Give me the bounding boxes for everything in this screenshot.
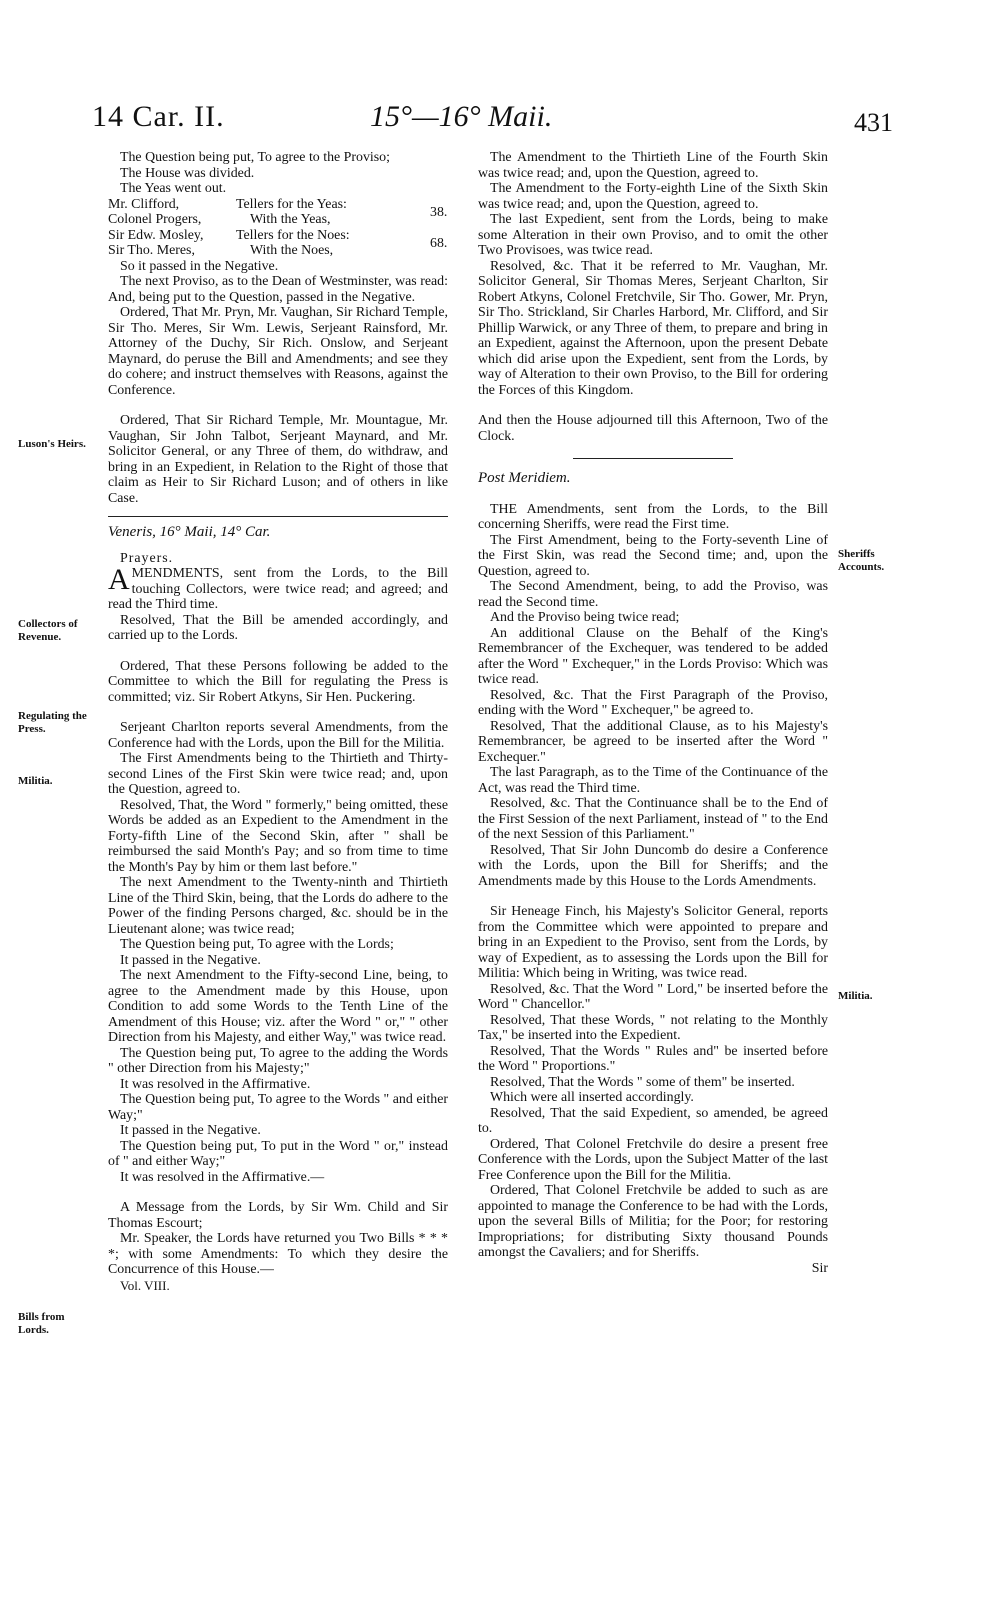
paragraph: Resolved, That the additional Clause, as to his Majesty's Remembrancer, be agreed to be inserted after the Word " Exchequer." xyxy=(478,718,828,765)
paragraph: The Question being put, To agree to the Proviso; xyxy=(120,150,390,165)
paragraph: It was resolved in the Affirmative.— xyxy=(120,1169,325,1185)
teller-label: Tellers for the Noes: xyxy=(236,227,350,243)
margin-note-lusons-heirs: Luson's Heirs. xyxy=(18,438,86,450)
teller-label: With the Noes, xyxy=(250,243,334,258)
paragraph: Resolved, &c. That the Word " Lord," be inserted before the Word " Chancellor." xyxy=(478,981,828,1012)
paragraph: The last Paragraph, as to the Time of the Continuance of the Act, was read the Third time. xyxy=(478,765,828,796)
paragraph: Ordered, That Mr. Pryn, Mr. Vaughan, Sir Richard Temple, Sir Tho. Meres, Sir Wm. Lewis, Serjeant Rainsford, Mr. Attorney of the Duchy, Sir Rich. Onslow, and Serjeant Maynard, do peruse the Bill and Amendments; and see they do cohere; and instruct themselves with Reasons, against the Conference. xyxy=(108,305,448,398)
teller-label: Tellers for the Yeas: xyxy=(236,196,347,212)
adjournment-note: And then the House adjourned till this Afternoon, Two of the Clock. xyxy=(478,413,828,444)
divider xyxy=(573,458,733,459)
teller-label: With the Yeas, xyxy=(250,212,331,227)
paragraph: An additional Clause on the Behalf of the King's Remembrancer of the Exchequer, was tendered to be added after the Word " Exchequer," in the Lords Proviso: Which was twice read. xyxy=(478,625,828,687)
teller-name: Mr. Clifford, xyxy=(108,196,180,212)
page-header xyxy=(92,100,962,140)
paragraph: Ordered, That Colonel Fretchvile be added to such as are appointed to manage the Conference to be had with the Lords, upon the several Bills of Militia; for the Poor; for restoring Impropriations; for distributing Sixty thousand Pounds amongst the Cavaliers; and for Sheriffs. xyxy=(478,1183,828,1260)
paragraph: It passed in the Negative. xyxy=(120,952,261,968)
paragraph: Resolved, That, the Word " formerly," being omitted, these Words be added as an Expedient to the Amendment in the Forty-fifth Line of the Second Skin, after " shall be reimbursed the said Month's Pay; and so from time to time the Month's Pay by him or them last before." xyxy=(108,797,448,875)
paragraph: The Question being put, To agree to the adding the Words " other Direction from his Majesty;" xyxy=(108,1045,448,1076)
paragraph: The House was divided. xyxy=(120,165,255,181)
paragraph: The next Proviso, as to the Dean of Westminster, was read: And, being put to the Question, passed in the Negative. xyxy=(108,274,448,305)
paragraph: Ordered, That these Persons following be added to the Committee to which the Bill for regulating the Press is committed; viz. Sir Robert Atkyns, Sir Hen. Puckering. xyxy=(108,658,448,705)
paragraph: Resolved, That these Words, " not relating to the Monthly Tax," be inserted into the Expedient. xyxy=(478,1012,828,1043)
paragraph: Resolved, That the said Expedient, so amended, be agreed to. xyxy=(478,1105,828,1136)
margin-note-collectors: Collectors of Revenue. xyxy=(18,618,78,643)
paragraph: Resolved, &c. That the Continuance shall be to the End of the First Session of the next Parliament, instead of " to the End of the next Session of this Parliament." xyxy=(478,796,828,842)
paragraph: The Question being put, To agree with the Lords; xyxy=(120,937,394,952)
right-column xyxy=(478,150,828,1276)
teller-name: Sir Edw. Mosley, xyxy=(108,227,204,243)
paragraph-text: MENDMENTS, sent from the Lords, to the Bill touching Collectors, were twice read; and agreed; and read the Third time. xyxy=(108,566,448,612)
paragraph: Ordered, That Sir Richard Temple, Mr. Mountague, Mr. Vaughan, Sir John Talbot, Serjeant Maynard, and Mr. Solicitor General, or any Three of them, do withdraw, and bring in an Expedient, in Relation to the Right of those that claim as Heir to Sir Richard Luson; and of others in like Case. xyxy=(108,413,448,506)
paragraph: Serjeant Charlton reports several Amendments, from the Conference had with the Lords, upon the Bill for the Militia. xyxy=(108,720,448,751)
paragraph: It was resolved in the Affirmative. xyxy=(120,1076,311,1092)
margin-note-militia-right: Militia. xyxy=(838,990,873,1002)
paragraph: Which were all inserted accordingly. xyxy=(490,1090,694,1105)
noes-count: 68. xyxy=(430,235,448,251)
header-dates: 15°—16° Maii. xyxy=(370,100,553,133)
paragraph: Ordered, That Colonel Fretchvile do desire a present free Conference with the Lords, upon the Subject Matter of the last Free Conference upon the Bill for the Militia. xyxy=(478,1136,828,1183)
drop-cap: A xyxy=(108,563,130,596)
paragraph: So it passed in the Negative. xyxy=(120,258,279,274)
paragraph: The Amendment to the Forty-eighth Line of the Sixth Skin was twice read; and, upon the Question, agreed to. xyxy=(478,181,828,212)
yeas-count: 38. xyxy=(430,204,448,220)
paragraph: The last Expedient, sent from the Lords, being to make some Alteration in their own Proviso, and to omit the other Two Provisoes, was twice read. xyxy=(478,212,828,258)
divider xyxy=(108,516,448,517)
paragraph: Mr. Speaker, the Lords have returned you Two Bills * * * *; with some Amendments: To which they desire the Concurrence of this House.— xyxy=(108,1231,448,1277)
margin-note-bills-from-lords: Bills from Lords. xyxy=(18,1311,65,1336)
paragraph: Resolved, That Sir John Duncomb do desire a Conference with the Lords, upon the Bill for Sheriffs; and the Amendments made by this House to the Lords Amendments. xyxy=(478,842,828,889)
volume-footer: Vol. VIII. xyxy=(120,1277,170,1293)
paragraph: THE Amendments, sent from the Lords, to the Bill concerning Sheriffs, were read the First time. xyxy=(478,501,828,532)
paragraph: The next Amendment to the Twenty-ninth and Thirtieth Line of the Third Skin, being, that the Lords do adhere to the Power of the finding Persons charged, &c. should be in the Lieutenant alone; was twice read; xyxy=(108,875,448,937)
day-heading: Veneris, 16° Maii, 14° Car. xyxy=(108,524,271,540)
prayers-heading: Prayers. xyxy=(120,550,174,566)
paragraph xyxy=(108,563,448,613)
teller-name: Sir Tho. Meres, xyxy=(108,243,195,258)
paragraph: A Message from the Lords, by Sir Wm. Child and Sir Thomas Escourt; xyxy=(108,1200,448,1231)
paragraph: It passed in the Negative. xyxy=(120,1123,261,1138)
margin-note-regulating-press: Regulating the Press. xyxy=(18,710,87,735)
paragraph: Resolved, That the Words " Rules and" be inserted before the Word " Proportions." xyxy=(478,1043,828,1074)
catchword: Sir xyxy=(811,1260,828,1276)
paragraph: The First Amendments being to the Thirtieth and Thirty-second Lines of the First Skin were twice read; and, upon the Question, agreed to. xyxy=(108,751,448,797)
teller-name: Colonel Progers, xyxy=(108,212,202,227)
page-number: 431 xyxy=(854,108,893,137)
regnal-year: 14 Car. II. xyxy=(92,100,225,133)
paragraph: The Question being put, To put in the Word " or," instead of " and either Way;" xyxy=(108,1138,448,1169)
paragraph: The Yeas went out. xyxy=(120,181,227,196)
division-tellers xyxy=(108,197,448,259)
paragraph: Resolved, &c. That it be referred to Mr. Vaughan, Mr. Solicitor General, Sir Thomas Meres, Serjeant Charlton, Sir Robert Atkyns, Colonel Fretchvile, Sir Tho. Gower, Mr. Pryn, Sir Tho. Strickland, Sir Charles Harbord, Mr. Clifford, and Sir Phillip Warwick, or any Three of them, to prepare and bring in an Expedient, against the Afternoon, upon the present Debate which did arise upon the Expedient, sent from the Lords, by way of Alteration to their own Proviso, to the Bill for ordering the Forces of this Kingdom. xyxy=(478,258,828,398)
paragraph: The Question being put, To agree to the Words " and either Way;" xyxy=(108,1092,448,1123)
paragraph: Resolved, &c. That the First Paragraph of the Proviso, ending with the Word " Exchequer," be agreed to. xyxy=(478,687,828,718)
paragraph: Sir Heneage Finch, his Majesty's Solicitor General, reports from the Committee which were appointed to prepare and bring in an Expedient to the Proviso, sent from the Lords, by way of Expedient, as to assessing the Lords upon the Bill for Militia: Which being in Writing, was twice read. xyxy=(478,904,828,981)
paragraph: Resolved, That the Bill be amended accordingly, and carried up to the Lords. xyxy=(108,612,448,643)
paragraph: The next Amendment to the Fifty-second Line, being, to agree to the Amendment made by this House, upon Condition to add some Words to the Tenth Line of the Amendment of this House; viz. after the Word " or," " other Direction from his Majesty, and either Way," was twice read. xyxy=(108,968,448,1045)
paragraph: The First Amendment, being to the Forty-seventh Line of the First Skin, was read the Second time; and, upon the Question, agreed to. xyxy=(478,532,828,579)
paragraph: The Amendment to the Thirtieth Line of the Fourth Skin was twice read; and, upon the Question, agreed to. xyxy=(478,150,828,181)
left-column xyxy=(108,150,448,1293)
post-meridiem-heading: Post Meridiem. xyxy=(478,470,571,486)
margin-note-sheriffs-accounts: Sheriffs Accounts. xyxy=(838,548,885,573)
paragraph: And the Proviso being twice read; xyxy=(490,610,680,625)
margin-note-militia: Militia. xyxy=(18,775,53,787)
paragraph: The Second Amendment, being, to add the Proviso, was read the Second time. xyxy=(478,579,828,610)
paragraph: Resolved, That the Words " some of them" be inserted. xyxy=(490,1074,795,1090)
